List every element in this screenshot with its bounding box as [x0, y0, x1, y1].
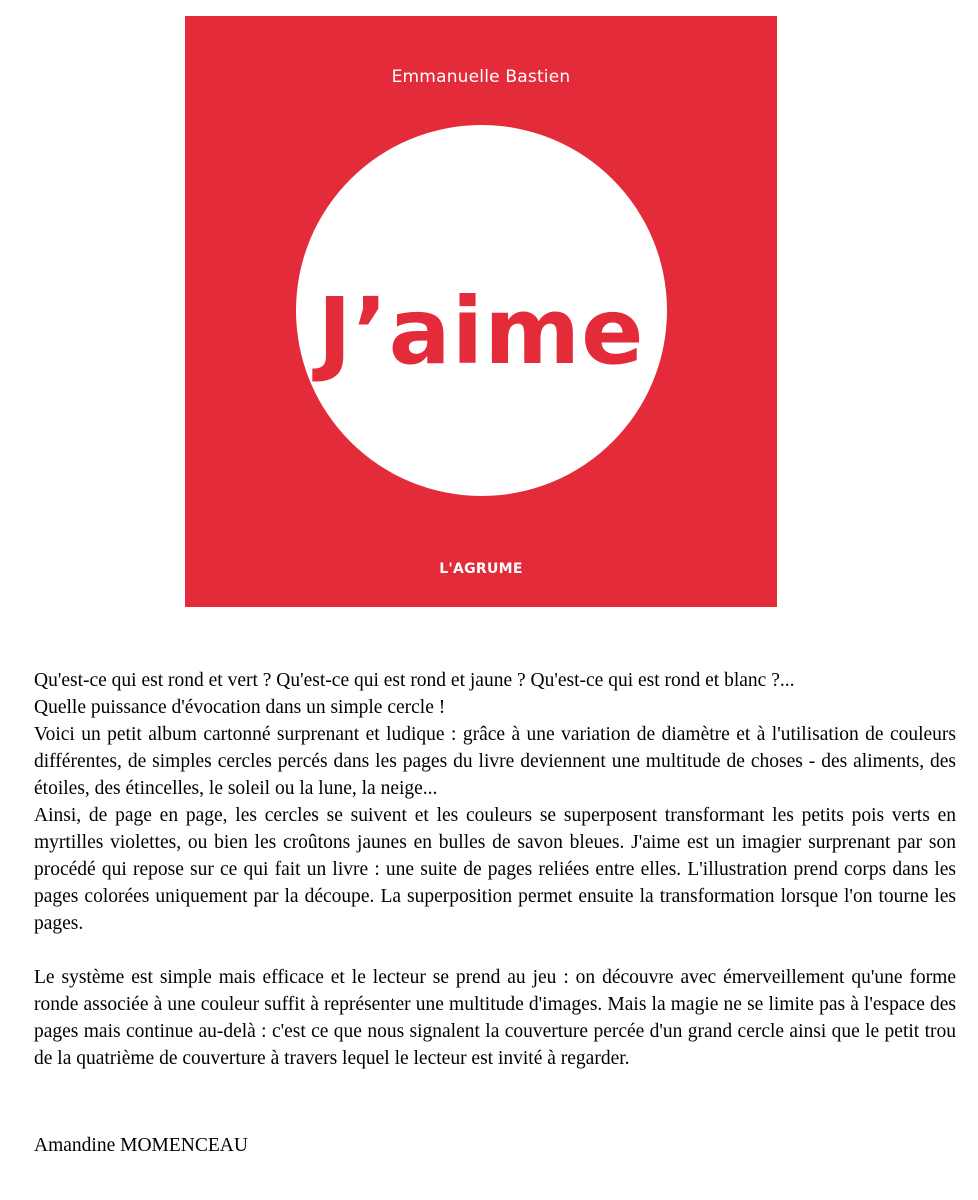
cover-author: Emmanuelle Bastien	[391, 67, 571, 87]
review-signature: Amandine MOMENCEAU	[34, 1135, 248, 1156]
book-cover	[185, 16, 777, 607]
review-paragraph: Voici un petit album cartonné surprenant et ludique : grâce à une variation de diamètre et à l'utilisation de couleurs différentes, de simples cercles percés dans les pages du livre deviennent une multitude de choses - des aliments, des étoiles, des étincelles, le soleil ou la lune, la neige...	[34, 724, 956, 799]
review-paragraph: Le système est simple mais efficace et le lecteur se prend au jeu : on découvre avec émerveillement qu'une forme ronde associée à une couleur suffit à représenter une multitude d'images. Mais la magie ne se limite pas à l'espace des pages mais continue au-delà : c'est ce que nous signalent la couverture percée d'un grand cercle ainsi que le petit trou de la quatrième de couverture à travers lequel le lecteur est invité à regarder.	[34, 967, 956, 1069]
review-paragraph: Ainsi, de page en page, les cercles se suivent et les couleurs se superposent transformant les petits pois verts en myrtilles violettes, ou bien les croûtons jaunes en bulles de savon bleues. J'aime est un imagier surprenant par son procédé qui repose sur ce qui fait un livre : une suite de pages reliées entre elles. L'illustration prend corps dans les pages colorées uniquement par la découpe. La superposition permet ensuite la transformation lorsque l'on tourne les pages.	[34, 805, 956, 934]
review-paragraph: Qu'est-ce qui est rond et vert ? Qu'est-ce qui est rond et jaune ? Qu'est-ce qui est rond et blanc ?...	[34, 670, 795, 691]
review-paragraph: Quelle puissance d'évocation dans un simple cercle !	[34, 697, 446, 718]
cover-title: J’aime	[317, 278, 645, 385]
review-text	[34, 667, 956, 1072]
cover-publisher-logo: L'AGRUME	[439, 561, 523, 577]
